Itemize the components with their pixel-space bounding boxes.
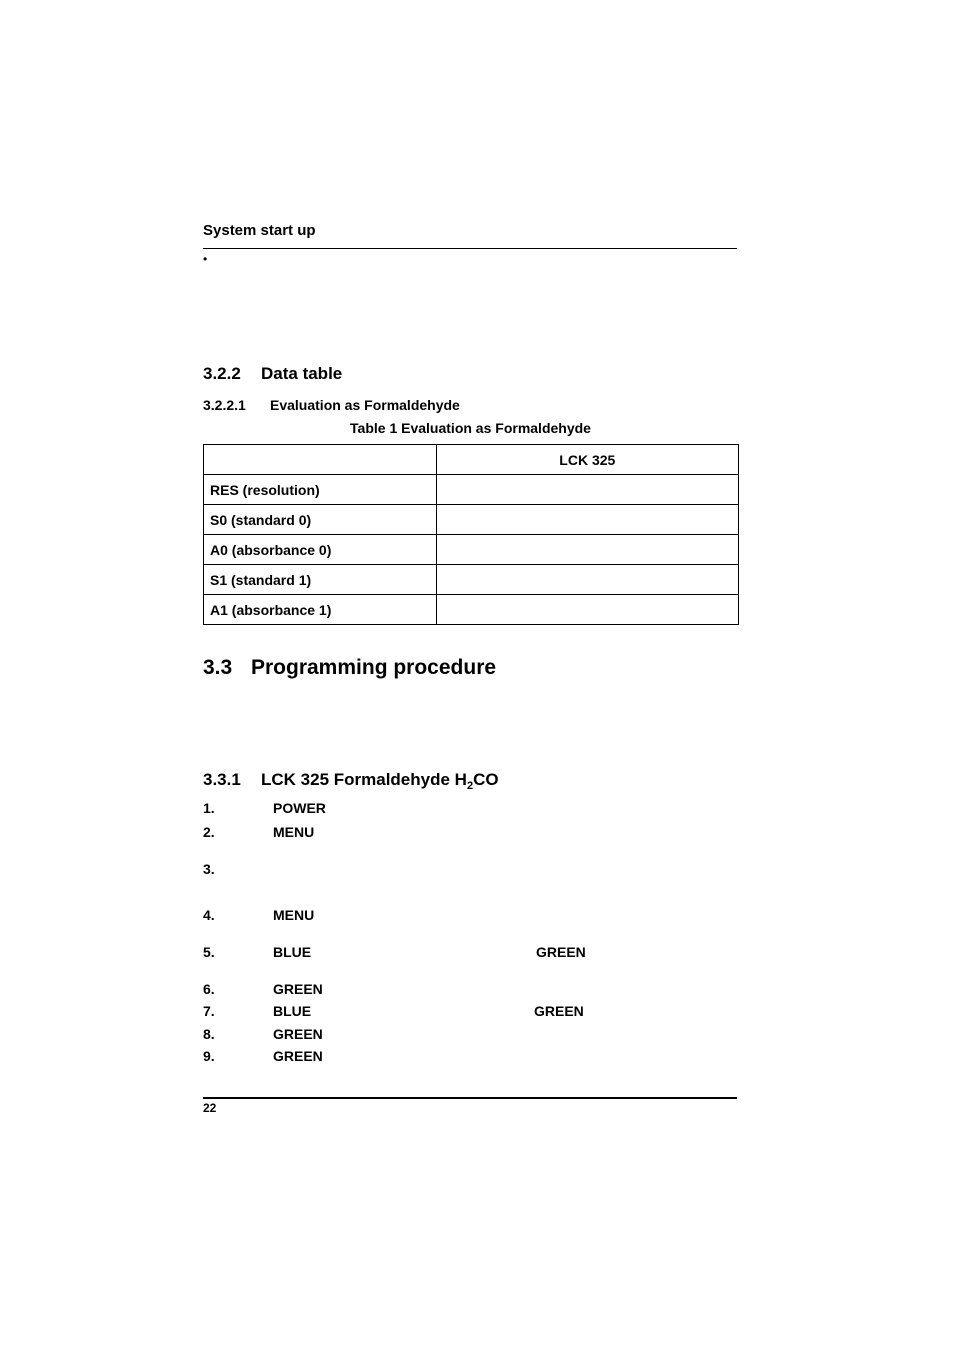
key-label: POWER [273, 800, 326, 816]
running-header: System start up [203, 222, 316, 239]
table-header-row [204, 445, 739, 475]
section-number: 3.3 [203, 656, 233, 679]
step-number: 5. [203, 944, 215, 960]
table-row [204, 475, 739, 505]
section-number: 3.2.2.1 [203, 397, 246, 413]
step-number: 7. [203, 1003, 215, 1019]
title-text: CO [473, 770, 499, 789]
step-number: 8. [203, 1026, 215, 1042]
footer-rule [203, 1097, 737, 1099]
table-cell-label: A1 (absorbance 1) [204, 595, 437, 625]
section-title [261, 770, 499, 792]
table-header-cell: LCK 325 [436, 445, 738, 475]
step-number: 3. [203, 861, 215, 877]
title-text: LCK 325 Formaldehyde H [261, 770, 467, 789]
key-label: GREEN [273, 1026, 323, 1042]
key-label: BLUE [273, 944, 312, 960]
section-heading-3-3-1 [203, 770, 499, 790]
table-cell-label: S0 (standard 0) [204, 505, 437, 535]
title-subscript: 2 [466, 780, 474, 792]
data-table [203, 444, 739, 625]
key-label: BLUE [273, 1003, 312, 1019]
step-number: 6. [203, 981, 215, 997]
table-row [204, 505, 739, 535]
section-title: Data table [261, 364, 343, 383]
table-cell-label: S1 (standard 1) [204, 565, 437, 595]
key-label: MENU [273, 824, 315, 840]
section-heading-3-3 [203, 656, 496, 680]
section-number: 3.3.1 [203, 770, 241, 789]
section-heading-3-2-2 [203, 364, 342, 384]
section-number: 3.2.2 [203, 364, 241, 383]
table-cell-value [436, 505, 738, 535]
table-caption: Table 1 Evaluation as Formaldehyde [350, 420, 591, 436]
table-cell-value [436, 595, 738, 625]
section-heading-3-2-2-1 [203, 397, 460, 413]
table-cell-value [436, 475, 738, 505]
key-label: MENU [273, 907, 315, 923]
step-number: 9. [203, 1048, 215, 1064]
step-number: 1. [203, 800, 215, 816]
table-header-cell [204, 445, 437, 475]
table-row [204, 565, 739, 595]
page-number: 22 [203, 1101, 217, 1115]
table-cell-label: A0 (absorbance 0) [204, 535, 437, 565]
step-number: 2. [203, 824, 215, 840]
table-cell-label: RES (resolution) [204, 475, 437, 505]
key-label-secondary: GREEN [536, 944, 586, 960]
key-label: GREEN [273, 981, 323, 997]
table-cell-value [436, 565, 738, 595]
step-number: 4. [203, 907, 215, 923]
key-label: GREEN [273, 1048, 323, 1064]
table-cell-value [436, 535, 738, 565]
table-row [204, 595, 739, 625]
key-label-secondary: GREEN [534, 1003, 584, 1019]
table-row [204, 535, 739, 565]
section-title: Programming procedure [251, 656, 497, 679]
section-title: Evaluation as Formaldehyde [270, 397, 460, 413]
header-rule [203, 248, 737, 249]
bullet-point: • [203, 252, 208, 266]
